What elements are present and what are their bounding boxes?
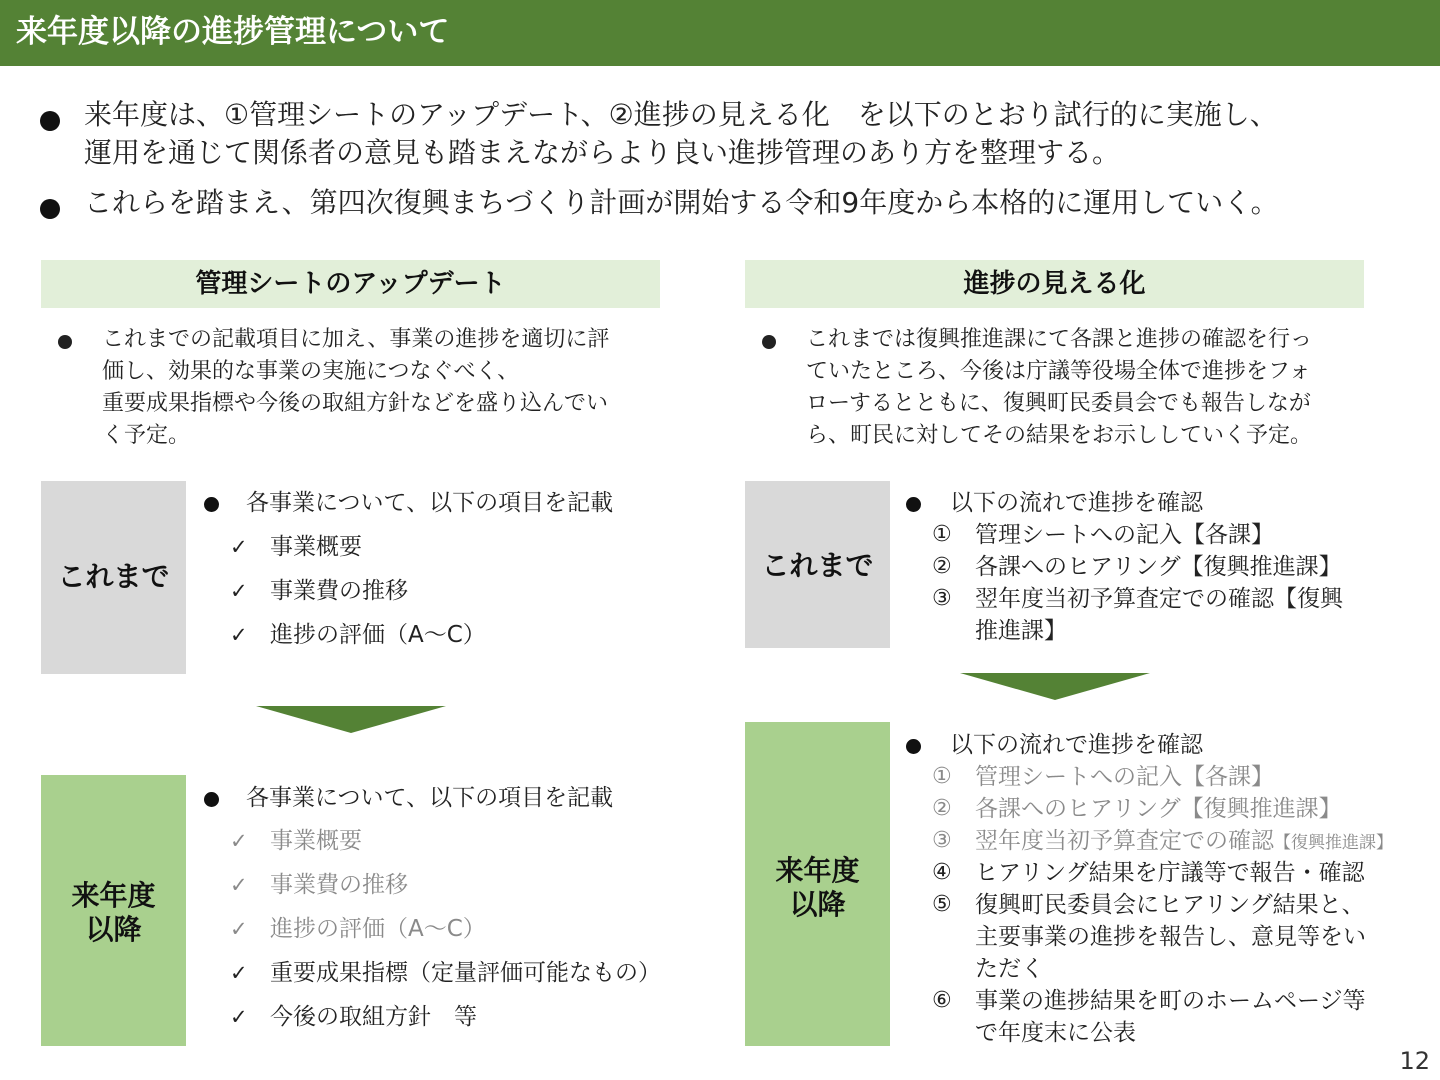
label-current-text: これまで [761,549,874,582]
step-number: ④ [932,860,952,885]
check-icon: ✓ [230,579,248,603]
left-description [58,324,658,454]
check-icon: ✓ [230,873,248,897]
right-current-lead: 以下の流れで進捗を確認 [950,490,1203,516]
right-desc-line: ていたところ、今後は庁議等役場全体で進捗をフォ [806,359,1311,384]
list-item: 事業費の推移 [270,578,408,604]
intro-bullet-1 [40,96,1430,134]
step-text-main: 翌年度当初予算査定での確認 [975,828,1274,854]
bullet-dot-icon [906,497,921,512]
label-next-left [41,775,186,1046]
step-number: ⑥ [932,988,952,1013]
right-current-steps [906,488,1406,648]
list-item: 重要成果指標（定量評価可能なもの） [270,960,661,986]
right-next-lead: 以下の流れで進捗を確認 [950,732,1203,758]
label-current-text: これまで [57,560,170,593]
bullet-dot-icon [906,739,921,754]
step-number: ③ [932,586,952,611]
list-item: 事業概要 [270,828,362,854]
left-next-list [204,783,694,1043]
right-desc-line: これまでは復興推進課にて各課と進捗の確認を行っ [806,327,1313,352]
section-heading-left: 管理シートのアップデート [41,260,660,308]
label-next-right [745,722,890,1046]
list-item: 今後の取組方針 等 [270,1004,477,1030]
list-item: 進捗の評価（A～C） [270,622,486,648]
list-item: 事業概要 [270,534,362,560]
left-current-lead: 各事業について、以下の項目を記載 [246,490,614,516]
step-number: ① [932,764,952,789]
step-number: ② [932,796,952,821]
page-number: 12 [1399,1047,1430,1075]
step-text: 各課へのヒアリング【復興推進課】 [975,554,1342,580]
step-text: 管理シートへの記入【各課】 [975,764,1274,790]
bullet-dot-icon [58,335,72,349]
list-item: 事業費の推移 [270,872,408,898]
left-desc-line: 価し、効果的な事業の実施につなぐべく、 [102,359,520,384]
step-text: 管理シートへの記入【各課】 [975,522,1274,548]
bullet-dot-icon [204,792,219,807]
step-text-small: 【復興推進課】 [1274,833,1393,853]
step-number: ② [932,554,952,579]
section-heading-right: 進捗の見える化 [745,260,1364,308]
bullet-dot-icon [40,111,60,131]
check-icon: ✓ [230,1005,248,1029]
left-current-list [204,488,654,668]
step-text: ヒアリング結果を庁議等で報告・確認 [975,860,1365,886]
step-number: ⑤ [932,892,952,917]
bullet-dot-icon [762,335,776,349]
left-desc-line: これまでの記載項目に加え、事業の進捗を適切に評 [102,327,610,352]
intro-bullet-2 [40,184,1430,222]
step-text: 主要事業の進捗を報告し、意見等をい [975,924,1366,950]
check-icon: ✓ [230,535,248,559]
step-text: ただく [975,956,1044,982]
label-current-right [745,481,890,648]
label-next-text: 以降 [85,913,142,946]
left-desc-line: 重要成果指標や今後の取組方針などを盛り込んでい [102,391,609,416]
down-arrow-icon [256,706,446,733]
step-text: 復興町民委員会にヒアリング結果と、 [975,892,1365,918]
intro-bullet-1-cont [40,134,1430,172]
right-desc-line: ローするとともに、復興町民委員会でも報告しなが [806,391,1311,416]
left-next-lead: 各事業について、以下の項目を記載 [246,785,614,811]
step-text: 推進課】 [975,618,1067,644]
label-next-text: 来年度 [71,879,156,912]
list-item: 進捗の評価（A～C） [270,916,486,942]
step-text: で年度末に公表 [975,1020,1136,1046]
page-title: 来年度以降の進捗管理について [16,14,450,50]
check-icon: ✓ [230,623,248,647]
check-icon: ✓ [230,917,248,941]
step-number: ① [932,522,952,547]
intro-text-3: これらを踏まえ、第四次復興まちづくり計画が開始する令和9年度から本格的に運用していく。 [84,186,1279,219]
label-next-text: 以降 [789,888,846,921]
step-text: 翌年度当初予算査定での確認【復興 [975,586,1343,612]
bullet-dot-icon [40,199,60,219]
check-icon: ✓ [230,829,248,853]
intro-text-2: 運用を通じて関係者の意見も踏まえながらより良い進捗管理のあり方を整理する。 [84,136,1121,169]
intro-text-1: 来年度は、①管理シートのアップデート、②進捗の見える化 を以下のとおり試行的に実施し、 [84,98,1278,131]
right-description [762,324,1382,454]
down-arrow-icon [960,673,1150,700]
step-number: ③ [932,828,952,853]
step-text: 各課へのヒアリング【復興推進課】 [975,796,1342,822]
check-icon: ✓ [230,961,248,985]
right-desc-line: ら、町民に対してその結果をお示ししていく予定。 [806,423,1313,448]
bullet-dot-icon [204,497,219,512]
right-next-steps [906,730,1426,1050]
label-next-text: 来年度 [775,854,860,887]
step-text [975,825,1393,859]
left-desc-line: く予定。 [102,423,191,448]
step-text: 事業の進捗結果を町のホームページ等 [975,988,1366,1014]
label-current-left [41,481,186,674]
